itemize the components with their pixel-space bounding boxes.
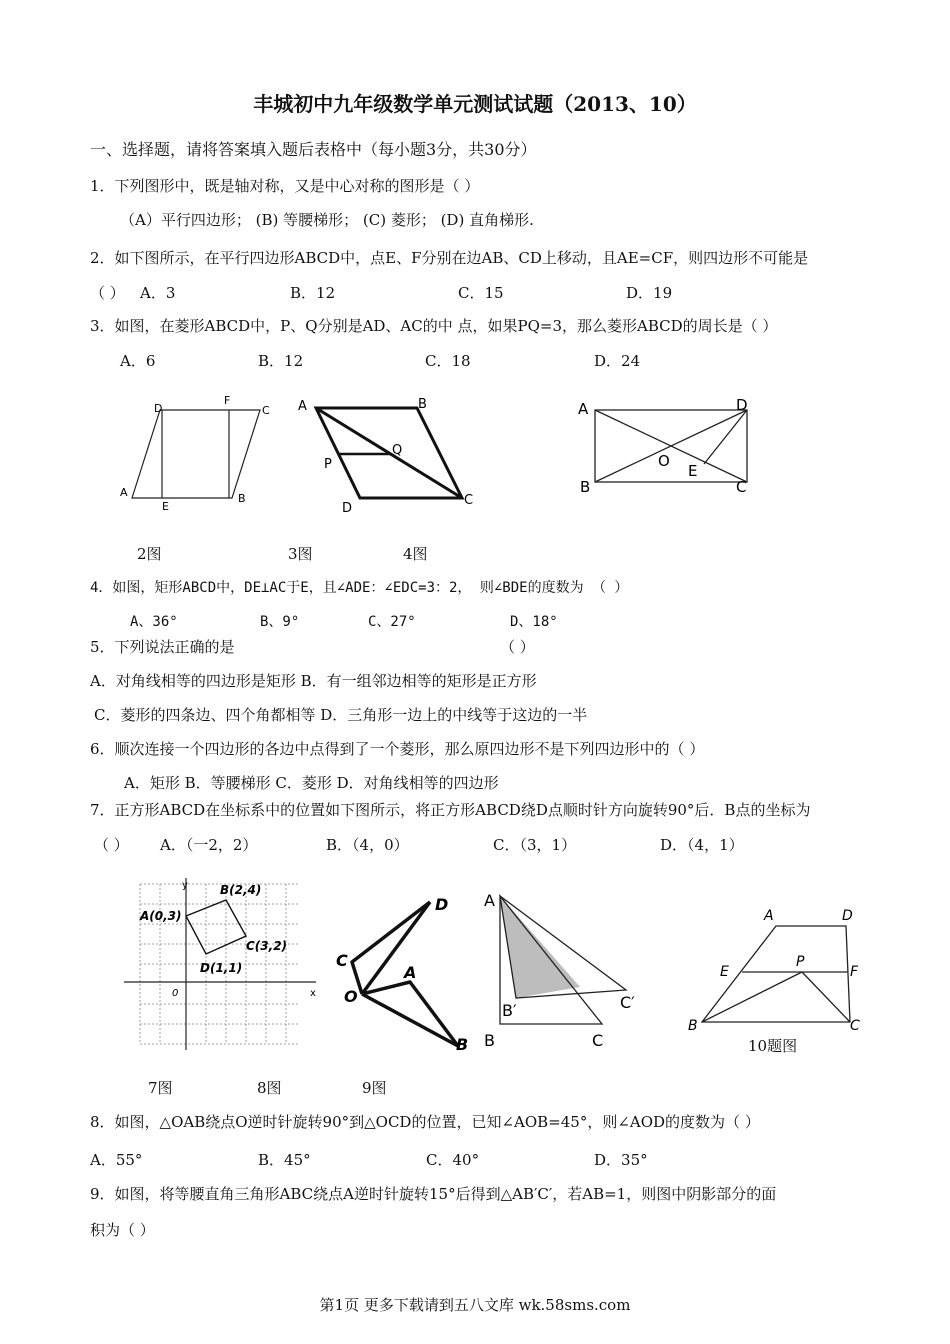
f7-label-y: y <box>182 880 188 891</box>
f3-label-c: C <box>464 493 474 508</box>
f2-label-d: D <box>154 402 163 415</box>
f9-label-a: A <box>484 891 495 910</box>
f2-label-c: C <box>262 404 270 417</box>
f4-label-o: O <box>658 452 670 470</box>
page-footer: 第1页 更多下载请到五八文库 wk.58sms.com <box>319 1296 631 1314</box>
question-3-option-b: B．12 <box>258 352 304 370</box>
question-3-option-a: A．6 <box>120 352 156 370</box>
question-5-stem: 5．下列说法正确的是 <box>90 638 235 656</box>
question-7-option-c: C．（3，1） <box>493 836 577 854</box>
f4-label-e: E <box>688 462 698 480</box>
question-7-option-a: A．（一2，2） <box>160 836 258 854</box>
f8-label-b: B <box>456 1035 469 1054</box>
f10-label-f: F <box>850 964 859 980</box>
f10-label-c: C <box>850 1018 860 1034</box>
f9-label-b: B <box>484 1031 495 1050</box>
f7-label-a: A(0,3) <box>140 909 182 923</box>
f8-label-a: A <box>404 963 417 982</box>
f7-label-x: x <box>310 988 316 999</box>
question-5-options-ab: A．对角线相等的四边形是矩形 B．有一组邻边相等的矩形是正方形 <box>90 672 537 690</box>
question-8-option-c: C．40° <box>426 1151 480 1169</box>
figure-7-coordinate-grid <box>120 874 320 1054</box>
question-9-line-2: 积为（ ） <box>90 1221 155 1239</box>
figure-2-caption: 2图 <box>137 545 162 563</box>
page-title: 丰城初中九年级数学单元测试试题（2013、10） <box>253 92 697 116</box>
question-5-options-cd: C．菱形的四条边、四个角都相等 D．三角形一边上的中线等于这边的一半 <box>94 706 588 724</box>
f8-label-o: O <box>344 987 358 1006</box>
f4-label-c: C <box>736 478 747 496</box>
question-2-option-a: A．3 <box>140 284 176 302</box>
question-3-stem: 3．如图，在菱形ABCD中，P、Q分别是AD、AC的中 点，如果PQ=3，那么菱形ABCD的周长是（ ） <box>90 317 778 335</box>
f2-label-b: B <box>238 492 246 505</box>
question-4-option-a: A、36° <box>130 614 178 630</box>
figure-9-triangles <box>480 884 660 1056</box>
f4-label-d: D <box>736 396 748 414</box>
question-1-stem: 1．下列图形中，既是轴对称，又是中心对称的图形是（ ） <box>90 177 480 195</box>
question-9-line-1: 9．如图，将等腰直角三角形ABC绕点A逆时针旋转15°后得到△AB′C′，若AB=1，则图中阴影部分的面 <box>90 1185 777 1203</box>
f3-label-p: P <box>324 457 332 472</box>
f10-label-d: D <box>842 908 853 924</box>
f7-label-origin: 0 <box>172 988 179 999</box>
question-4-option-c: C、27° <box>368 614 416 630</box>
f2-label-f: F <box>224 394 231 407</box>
question-4-stem: 4．如图，矩形ABCD中，DE⊥AC于E，且∠ADE：∠EDC=3：2， 则∠BDE的度数为 （ ） <box>90 580 629 596</box>
figure-4-rectangle <box>572 392 762 498</box>
question-7-option-d: D．（4，1） <box>660 836 744 854</box>
f7-label-c: C(3,2) <box>246 939 288 953</box>
f8-label-c: C <box>336 951 348 970</box>
question-7-paren: （ ） <box>94 836 129 854</box>
question-4-option-b: B、9° <box>260 614 300 630</box>
f3-label-a: A <box>298 399 307 414</box>
figure-8-rotation <box>330 890 480 1060</box>
f4-label-a: A <box>578 400 589 418</box>
question-4-option-d: D、18° <box>510 614 558 630</box>
question-1-options: （A）平行四边形； (B) 等腰梯形； (C) 菱形； (D) 直角梯形. <box>120 211 534 229</box>
f8-label-d: D <box>435 895 449 914</box>
figure-10-trapezoid <box>680 900 870 1035</box>
question-8-option-b: B．45° <box>258 1151 311 1169</box>
question-8-stem: 8．如图，△OAB绕点O逆时针旋转90°到△OCD的位置，已知∠AOB=45°，则∠AOD的度数为（ ） <box>90 1113 760 1131</box>
f3-label-q: Q <box>392 443 403 458</box>
figure-3-rhombus <box>290 388 490 518</box>
f10-label-p: P <box>796 954 805 970</box>
f10-label-a: A <box>764 908 774 924</box>
f9-label-c-prime: C′ <box>620 993 635 1012</box>
figure-10-caption: 10题图 <box>748 1037 798 1055</box>
question-8-option-d: D．35° <box>594 1151 648 1169</box>
question-2-option-c: C．15 <box>458 284 504 302</box>
f2-label-a: A <box>120 486 128 499</box>
question-2-option-b: B．12 <box>290 284 336 302</box>
figure-7-caption: 7图 <box>148 1079 173 1097</box>
f4-label-b: B <box>580 478 591 496</box>
f7-label-b: B(2,4) <box>220 883 262 897</box>
question-8-option-a: A．55° <box>90 1151 143 1169</box>
f9-label-b-prime: B′ <box>502 1001 517 1020</box>
figure-2-parallelogram <box>110 388 270 516</box>
question-7-stem: 7．正方形ABCD在坐标系中的位置如下图所示，将正方形ABCD绕D点顺时针方向旋转90°后．B点的坐标为 <box>90 801 811 819</box>
figure-9-caption: 9图 <box>362 1079 387 1097</box>
f7-label-d: D(1,1) <box>200 961 243 975</box>
question-7-option-b: B．（4，0） <box>326 836 409 854</box>
f3-label-d: D <box>342 501 353 516</box>
question-2-stem: 2．如下图所示，在平行四边形ABCD中，点E、F分别在边AB、CD上移动，且AE=CF，则四边形不可能是 <box>90 249 809 267</box>
question-6-options: A．矩形 B．等腰梯形 C．菱形 D．对角线相等的四边形 <box>124 774 499 792</box>
section-heading: 一、选择题，请将答案填入题后表格中（每小题3分，共30分） <box>90 140 537 159</box>
f10-label-b: B <box>688 1018 698 1034</box>
f9-label-c: C <box>592 1031 604 1050</box>
figure-3-caption: 3图 <box>288 545 313 563</box>
question-3-option-c: C．18 <box>425 352 471 370</box>
question-2-option-d: D．19 <box>626 284 673 302</box>
f2-label-e: E <box>162 500 169 513</box>
f3-label-b: B <box>418 397 427 412</box>
figure-4-caption: 4图 <box>403 545 428 563</box>
question-5-paren: （ ） <box>500 638 535 656</box>
question-6-stem: 6．顺次连接一个四边形的各边中点得到了一个菱形，那么原四边形不是下列四边形中的（ ） <box>90 740 705 758</box>
f10-label-e: E <box>720 964 729 980</box>
figure-8-caption: 8图 <box>257 1079 282 1097</box>
question-3-option-d: D．24 <box>594 352 641 370</box>
question-2-paren: （ ） <box>90 284 125 302</box>
